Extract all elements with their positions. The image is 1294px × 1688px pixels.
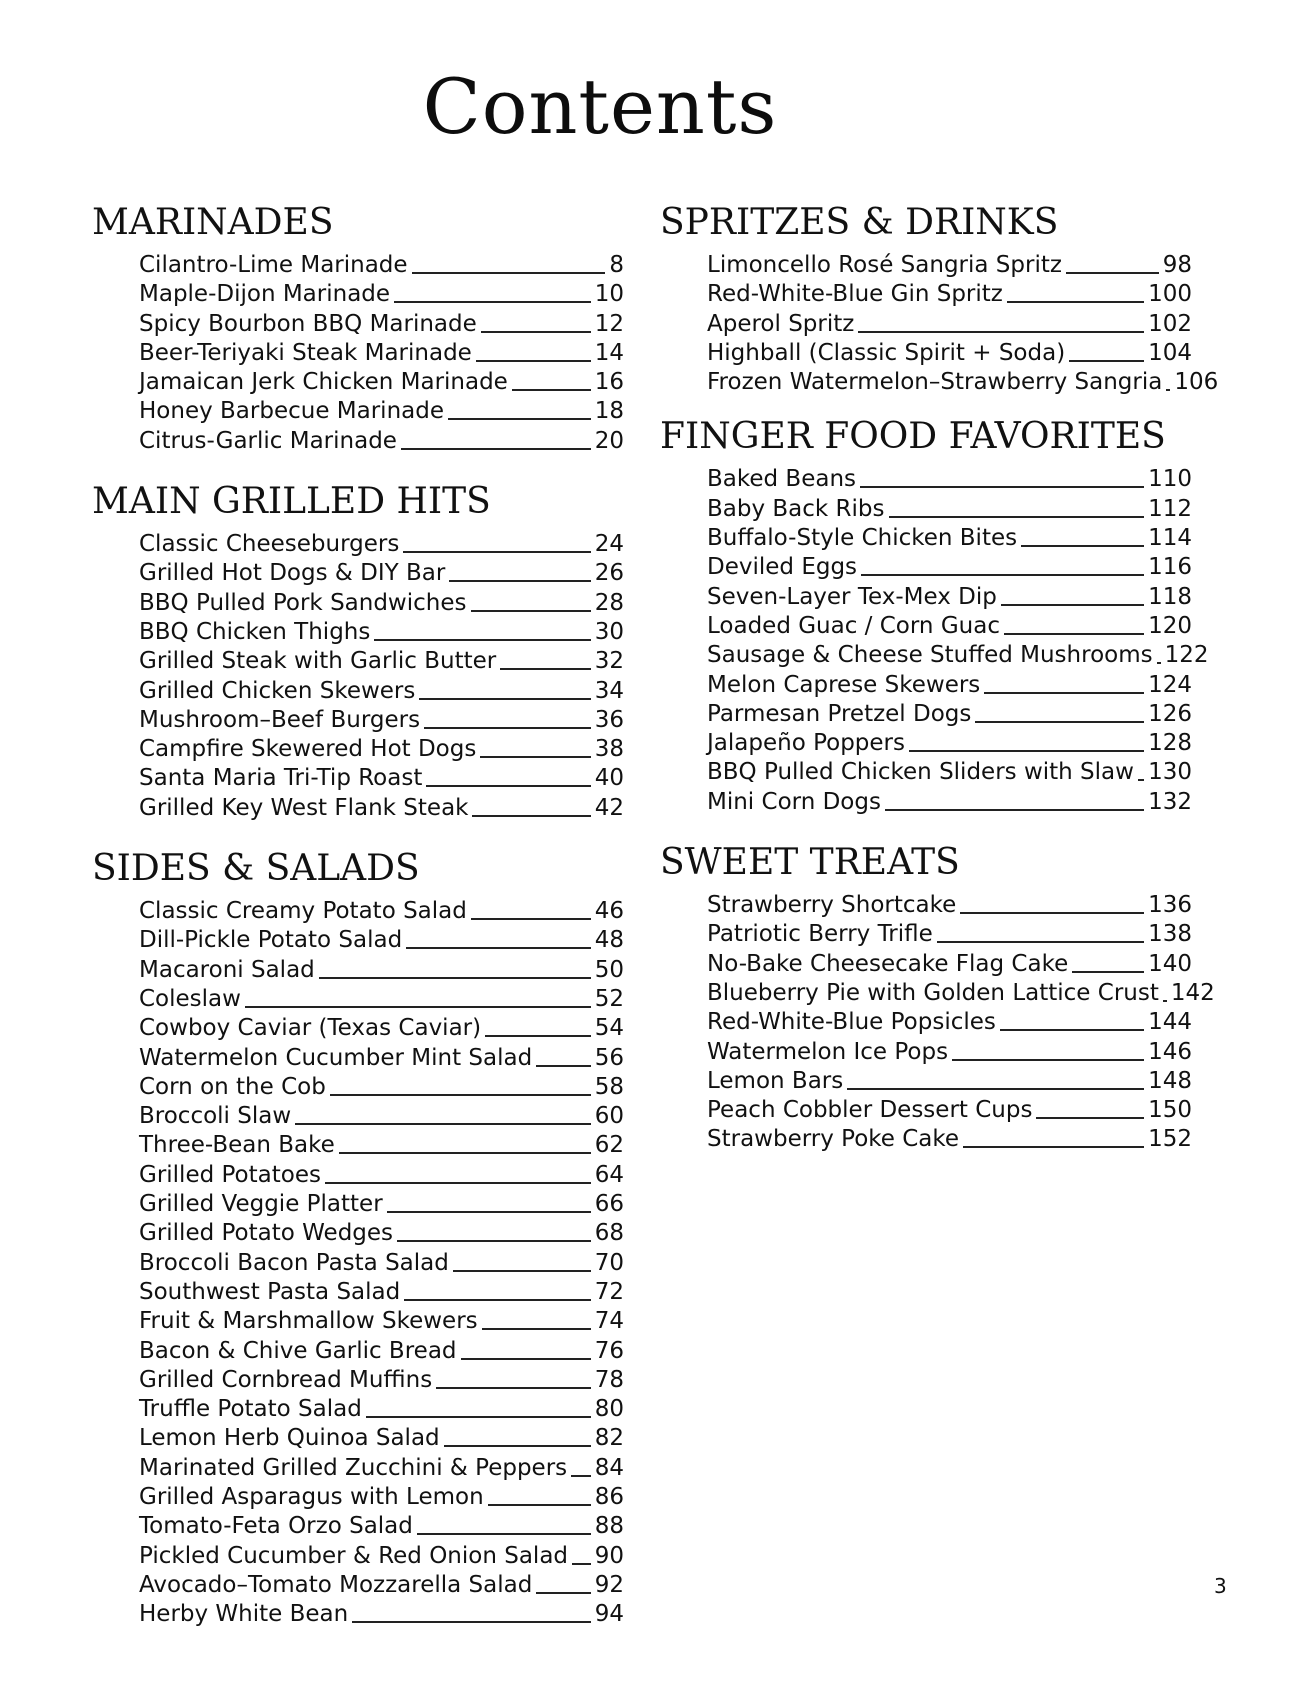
toc-entry[interactable] — [139, 1162, 624, 1191]
dot-leader — [572, 1563, 591, 1565]
toc-entry-title: Classic Cheeseburgers — [139, 531, 400, 558]
dot-leader — [436, 1387, 591, 1389]
dot-leader — [861, 574, 1144, 576]
toc-entry[interactable] — [707, 979, 1215, 1009]
toc-entry[interactable] — [139, 765, 624, 794]
dot-leader — [449, 580, 590, 582]
dot-leader — [937, 941, 1144, 943]
toc-entry[interactable] — [707, 789, 1192, 818]
dot-leader — [482, 1328, 591, 1330]
toc-entry-title: Highball (Classic Spirit + Soda) — [707, 339, 1066, 366]
toc-entry[interactable] — [707, 554, 1192, 583]
toc-entry-page: 24 — [594, 531, 624, 558]
toc-entry-title: Beer-Teriyaki Steak Marinade — [139, 339, 472, 366]
section-heading: SPRITZES & DRINKS — [660, 202, 1059, 243]
toc-entry-title: Honey Barbecue Marinade — [139, 398, 444, 425]
toc-entry[interactable] — [707, 759, 1192, 788]
section-sweet-treats — [660, 840, 1215, 1156]
toc-entry-title: Campfire Skewered Hot Dogs — [139, 736, 477, 763]
dot-leader — [366, 1416, 591, 1418]
toc-entry[interactable] — [707, 730, 1192, 759]
toc-entry-page: 28 — [594, 589, 624, 616]
toc-entry[interactable] — [139, 927, 624, 956]
toc-entry-page: 58 — [594, 1073, 624, 1100]
dot-leader — [975, 721, 1144, 723]
dot-leader — [295, 1123, 591, 1125]
entry-list — [92, 252, 624, 457]
toc-entry-title: No-Bake Cheesecake Flag Cake — [707, 950, 1069, 977]
dot-leader — [1157, 662, 1161, 664]
toc-entry-page: 120 — [1148, 612, 1192, 639]
right-column — [660, 200, 1219, 1178]
dot-leader — [571, 1475, 591, 1477]
toc-entry-title: Pickled Cucumber & Red Onion Salad — [139, 1542, 569, 1569]
toc-entry-title: Peach Cobbler Dessert Cups — [707, 1097, 1033, 1124]
dot-leader — [488, 1504, 591, 1506]
toc-entry[interactable] — [139, 560, 624, 589]
toc-entry[interactable] — [707, 613, 1192, 642]
toc-entry-page: 8 — [609, 252, 624, 278]
dot-leader — [403, 551, 590, 553]
toc-entry-title: BBQ Chicken Thighs — [139, 618, 371, 645]
toc-entry[interactable] — [139, 340, 624, 369]
toc-entry-page: 124 — [1148, 671, 1192, 698]
toc-entry[interactable] — [139, 1396, 624, 1425]
dot-leader — [480, 756, 590, 758]
toc-entry[interactable] — [139, 1338, 624, 1367]
toc-entry[interactable] — [139, 1601, 624, 1630]
toc-entry[interactable] — [707, 311, 1192, 340]
toc-entry-page: 138 — [1148, 921, 1192, 948]
toc-entry-page: 132 — [1148, 788, 1192, 815]
toc-entry[interactable] — [139, 590, 624, 619]
toc-entry[interactable] — [707, 340, 1192, 369]
dot-leader — [963, 1146, 1144, 1148]
toc-entry-page: 80 — [594, 1396, 624, 1423]
toc-entry[interactable] — [139, 795, 624, 824]
toc-entry[interactable] — [707, 951, 1192, 980]
toc-entry[interactable] — [707, 672, 1192, 701]
dot-leader — [1166, 389, 1170, 391]
toc-entry[interactable] — [139, 428, 624, 457]
toc-entry-page: 60 — [594, 1103, 624, 1130]
toc-entry[interactable] — [139, 1543, 624, 1572]
toc-entry-title: Citrus-Garlic Marinade — [139, 427, 397, 454]
toc-entry-page: 144 — [1148, 1009, 1192, 1036]
toc-entry-page: 12 — [594, 310, 624, 337]
toc-entry-page: 98 — [1162, 252, 1192, 278]
dot-leader — [1072, 971, 1144, 973]
toc-entry-title: Loaded Guac / Corn Guac — [707, 612, 1000, 639]
dot-leader — [512, 389, 591, 391]
toc-entry-title: Maple-Dijon Marinade — [139, 281, 391, 308]
dot-leader — [889, 516, 1145, 518]
section-heading: SWEET TREATS — [660, 842, 960, 884]
toc-entry-title: Three-Bean Bake — [139, 1132, 335, 1159]
toc-entry-page: 118 — [1148, 583, 1192, 610]
toc-entry-page: 72 — [594, 1278, 624, 1305]
toc-entry[interactable] — [707, 1126, 1192, 1155]
dot-leader — [1069, 360, 1144, 362]
toc-entry-page: 114 — [1148, 525, 1192, 552]
toc-entry[interactable] — [139, 678, 624, 707]
dot-leader — [1138, 779, 1144, 781]
toc-entry-page: 70 — [594, 1249, 624, 1276]
toc-entry[interactable] — [139, 1455, 624, 1484]
toc-entry-title: Fruit & Marshmallow Skewers — [139, 1308, 478, 1335]
toc-entry-title: Frozen Watermelon–Strawberry Sangria — [707, 369, 1163, 396]
toc-entry[interactable] — [139, 1279, 624, 1308]
dot-leader — [1036, 1117, 1144, 1119]
dot-leader — [472, 815, 590, 817]
toc-entry-title: Corn on the Cob — [139, 1073, 326, 1100]
toc-entry-title: Blueberry Pie with Golden Lattice Crust — [707, 979, 1159, 1006]
dot-leader — [426, 785, 590, 787]
toc-entry-title: Macaroni Salad — [139, 956, 315, 983]
toc-entry-page: 50 — [594, 956, 624, 983]
dot-leader — [1021, 545, 1144, 547]
toc-entry-title: Red-White-Blue Gin Spritz — [707, 281, 1003, 308]
toc-entry[interactable] — [139, 531, 624, 560]
toc-entry-page: 126 — [1148, 700, 1192, 727]
left-column — [92, 200, 624, 1652]
toc-entry[interactable] — [707, 1097, 1192, 1126]
toc-entry-page: 62 — [594, 1132, 624, 1159]
entry-list — [92, 531, 624, 824]
toc-entry-title: Lemon Bars — [707, 1067, 844, 1094]
toc-entry[interactable] — [707, 1068, 1192, 1097]
dot-leader — [860, 486, 1144, 488]
section-heading: MARINADES — [92, 202, 334, 243]
toc-entry[interactable] — [139, 1045, 624, 1074]
toc-entry-title: Melon Caprese Skewers — [707, 671, 981, 698]
dot-leader — [404, 1299, 590, 1301]
toc-entry-page: 56 — [594, 1044, 624, 1071]
entry-list — [660, 252, 1219, 398]
dot-leader — [387, 1211, 591, 1213]
entry-list — [660, 466, 1209, 818]
dot-leader — [858, 331, 1144, 333]
toc-entry-page: 40 — [594, 765, 624, 792]
toc-entry[interactable] — [139, 369, 624, 398]
toc-entry-page: 68 — [594, 1220, 624, 1247]
toc-entry-title: Sausage & Cheese Stuffed Mushrooms — [707, 642, 1153, 669]
toc-entry[interactable] — [707, 369, 1219, 398]
dot-leader — [1163, 1000, 1167, 1002]
toc-entry-page: 18 — [594, 398, 624, 425]
dot-leader — [1007, 301, 1144, 303]
toc-entry[interactable] — [139, 1425, 624, 1454]
toc-entry[interactable] — [707, 252, 1192, 281]
toc-entry-page: 66 — [594, 1191, 624, 1218]
section-heading: SIDES & SALADS — [92, 848, 420, 890]
dot-leader — [330, 1094, 591, 1096]
toc-entry-page: 82 — [594, 1425, 624, 1452]
toc-entry[interactable] — [139, 986, 624, 1015]
toc-entry-title: Grilled Asparagus with Lemon — [139, 1483, 484, 1510]
toc-entry-page: 116 — [1148, 554, 1192, 581]
toc-entry-page: 84 — [594, 1454, 624, 1481]
dot-leader — [1000, 1029, 1144, 1031]
toc-entry-title: BBQ Pulled Pork Sandwiches — [139, 589, 467, 616]
dot-leader — [352, 1621, 591, 1623]
toc-entry[interactable] — [707, 281, 1192, 310]
toc-entry-title: Cowboy Caviar (Texas Caviar) — [139, 1015, 482, 1042]
toc-entry-title: Coleslaw — [139, 985, 241, 1012]
toc-entry-title: Santa Maria Tri-Tip Roast — [139, 765, 423, 792]
toc-entry-title: Grilled Potato Wedges — [139, 1220, 394, 1247]
toc-entry-page: 86 — [594, 1483, 624, 1510]
dot-leader — [461, 1358, 591, 1360]
dot-leader — [374, 639, 590, 641]
toc-entry-title: Strawberry Poke Cake — [707, 1126, 960, 1153]
toc-entry-title: Grilled Potatoes — [139, 1161, 321, 1188]
toc-entry-page: 90 — [594, 1542, 624, 1569]
toc-entry-title: Red-White-Blue Popsicles — [707, 1009, 996, 1036]
toc-entry-title: Baby Back Ribs — [707, 495, 885, 522]
toc-entry-page: 34 — [594, 677, 624, 704]
dot-leader — [406, 947, 591, 949]
dot-leader — [394, 301, 591, 303]
toc-entry[interactable] — [139, 1103, 624, 1132]
section-finger-food-favorites — [660, 414, 1209, 818]
toc-entry-page: 106 — [1174, 369, 1219, 396]
dot-leader — [960, 912, 1144, 914]
toc-entry-title: Strawberry Shortcake — [707, 892, 957, 919]
dot-leader — [1066, 272, 1159, 274]
toc-entry-page: 14 — [594, 339, 624, 366]
toc-entry-page: 64 — [594, 1161, 624, 1188]
dot-leader — [476, 360, 591, 362]
toc-entry-page: 76 — [594, 1337, 624, 1364]
toc-entry-page: 150 — [1148, 1097, 1192, 1124]
toc-entry-page: 128 — [1148, 730, 1192, 757]
dot-leader — [471, 918, 591, 920]
toc-entry[interactable] — [707, 466, 1192, 495]
toc-entry[interactable] — [707, 921, 1192, 950]
dot-leader — [1004, 633, 1144, 635]
section-heading: FINGER FOOD FAVORITES — [660, 416, 1166, 458]
toc-entry[interactable] — [139, 398, 624, 427]
toc-entry[interactable] — [139, 1191, 624, 1220]
dot-leader — [412, 272, 606, 274]
toc-entry[interactable] — [707, 1039, 1192, 1068]
toc-entry-title: Southwest Pasta Salad — [139, 1278, 401, 1305]
toc-entry-title: Watermelon Ice Pops — [707, 1038, 949, 1065]
toc-entry-title: Marinated Grilled Zucchini & Peppers — [139, 1454, 568, 1481]
dot-leader — [909, 750, 1144, 752]
dot-leader — [424, 727, 591, 729]
toc-entry-title: Dill-Pickle Potato Salad — [139, 927, 403, 954]
toc-entry[interactable] — [707, 525, 1192, 554]
toc-entry-page: 92 — [594, 1571, 624, 1598]
toc-entry-title: Lemon Herb Quinoa Salad — [139, 1425, 440, 1452]
toc-entry-title: Spicy Bourbon BBQ Marinade — [139, 310, 477, 337]
toc-entry-page: 142 — [1170, 979, 1215, 1006]
toc-entry-page: 112 — [1148, 495, 1192, 522]
toc-entry[interactable] — [139, 1513, 624, 1542]
toc-entry-page: 104 — [1148, 339, 1192, 366]
toc-entry-page: 110 — [1148, 466, 1192, 493]
toc-entry-page: 88 — [594, 1513, 624, 1540]
toc-entry-title: Mushroom–Beef Burgers — [139, 706, 421, 733]
section-main-grilled-hits — [92, 479, 624, 824]
toc-entry-title: Herby White Bean — [139, 1601, 349, 1628]
toc-entry[interactable] — [707, 1009, 1192, 1038]
toc-entry-page: 102 — [1148, 310, 1192, 337]
dot-leader — [339, 1152, 591, 1154]
toc-entry-page: 52 — [594, 985, 624, 1012]
toc-entry-title: Grilled Key West Flank Steak — [139, 794, 469, 821]
toc-entry-page: 10 — [594, 281, 624, 308]
dot-leader — [471, 610, 591, 612]
toc-entry-title: Classic Creamy Potato Salad — [139, 898, 467, 925]
toc-entry[interactable] — [139, 957, 624, 986]
toc-entry-title: Truffle Potato Salad — [139, 1396, 362, 1423]
toc-entry[interactable] — [139, 1250, 624, 1279]
toc-entry[interactable] — [139, 1484, 624, 1513]
toc-entry-page: 148 — [1148, 1067, 1192, 1094]
section-heading: MAIN GRILLED HITS — [92, 481, 491, 523]
toc-entry[interactable] — [139, 311, 624, 340]
toc-entry-title: Avocado–Tomato Mozzarella Salad — [139, 1571, 533, 1598]
toc-entry-page: 140 — [1148, 950, 1192, 977]
dot-leader — [952, 1059, 1144, 1061]
toc-entry-page: 94 — [594, 1601, 624, 1628]
toc-entry-title: Mini Corn Dogs — [707, 788, 881, 815]
toc-entry-title: Tomato-Feta Orzo Salad — [139, 1513, 413, 1540]
toc-entry-page: 20 — [594, 427, 624, 454]
toc-entry[interactable] — [707, 496, 1192, 525]
entry-list — [660, 892, 1215, 1156]
dot-leader — [481, 331, 591, 333]
dot-leader — [444, 1445, 591, 1447]
toc-entry-page: 32 — [594, 648, 624, 675]
toc-entry[interactable] — [139, 898, 624, 927]
dot-leader — [1001, 604, 1144, 606]
toc-entry-title: Broccoli Slaw — [139, 1103, 292, 1130]
dot-leader — [397, 1240, 591, 1242]
toc-entry-title: Aperol Spritz — [707, 310, 855, 337]
toc-entry-title: Buffalo-Style Chicken Bites — [707, 525, 1018, 552]
toc-entry[interactable] — [139, 736, 624, 765]
dot-leader — [984, 692, 1144, 694]
dot-leader — [319, 977, 591, 979]
toc-entry-title: Grilled Chicken Skewers — [139, 677, 416, 704]
section-sides-salads — [92, 846, 624, 1630]
dot-leader — [536, 1065, 591, 1067]
toc-entry[interactable] — [707, 642, 1209, 671]
toc-entry-title: Parmesan Pretzel Dogs — [707, 700, 972, 727]
dot-leader — [448, 418, 591, 420]
toc-entry-title: Grilled Cornbread Muffins — [139, 1366, 433, 1393]
toc-entry[interactable] — [139, 707, 624, 736]
dot-leader — [885, 809, 1144, 811]
toc-entry-title: Watermelon Cucumber Mint Salad — [139, 1044, 533, 1071]
toc-entry-page: 38 — [594, 736, 624, 763]
dot-leader — [536, 1592, 590, 1594]
toc-entry-title: Jalapeño Poppers — [707, 730, 905, 757]
dot-leader — [245, 1006, 591, 1008]
toc-entry[interactable] — [139, 252, 624, 281]
toc-entry-page: 152 — [1148, 1126, 1192, 1153]
toc-entry-title: Deviled Eggs — [707, 554, 858, 581]
toc-entry-page: 74 — [594, 1308, 624, 1335]
toc-entry-title: Seven-Layer Tex-Mex Dip — [707, 583, 997, 610]
toc-entry-title: Baked Beans — [707, 466, 857, 493]
toc-entry-title: Patriotic Berry Trifle — [707, 921, 933, 948]
toc-entry-page: 122 — [1164, 642, 1209, 669]
toc-entry[interactable] — [139, 648, 624, 677]
toc-entry-title: BBQ Pulled Chicken Sliders with Slaw — [707, 759, 1134, 786]
toc-entry-title: Broccoli Bacon Pasta Salad — [139, 1249, 449, 1276]
dot-leader — [325, 1182, 591, 1184]
dot-leader — [453, 1270, 591, 1272]
toc-entry-page: 42 — [594, 794, 624, 821]
section-spritzes-drinks — [660, 200, 1219, 398]
dot-leader — [500, 668, 591, 670]
toc-entry[interactable] — [707, 584, 1192, 613]
toc-entry-title: Grilled Veggie Platter — [139, 1191, 383, 1218]
toc-entry[interactable] — [139, 1572, 624, 1601]
toc-entry[interactable] — [139, 1308, 624, 1337]
toc-entry-page: 130 — [1148, 759, 1192, 786]
toc-entry-title: Limoncello Rosé Sangria Spritz — [707, 252, 1062, 278]
toc-entry-title: Grilled Steak with Garlic Butter — [139, 648, 497, 675]
toc-entry-page: 16 — [594, 369, 624, 396]
toc-entry[interactable] — [139, 1074, 624, 1103]
toc-entry-title: Jamaican Jerk Chicken Marinade — [139, 369, 508, 396]
dot-leader — [847, 1088, 1144, 1090]
toc-entry[interactable] — [139, 281, 624, 310]
toc-entry-page: 78 — [594, 1366, 624, 1393]
toc-entry[interactable] — [139, 619, 624, 648]
toc-entry-title: Cilantro-Lime Marinade — [139, 252, 408, 278]
toc-entry-page: 26 — [594, 560, 624, 587]
toc-entry[interactable] — [139, 1015, 624, 1044]
dot-leader — [419, 698, 590, 700]
toc-entry-page: 30 — [594, 618, 624, 645]
toc-entry[interactable] — [139, 1132, 624, 1161]
toc-entry-page: 136 — [1148, 892, 1192, 919]
toc-entry-page: 48 — [594, 927, 624, 954]
dot-leader — [485, 1035, 591, 1037]
toc-entry-title: Bacon & Chive Garlic Bread — [139, 1337, 457, 1364]
toc-entry[interactable] — [707, 892, 1192, 921]
entry-list — [92, 898, 624, 1630]
toc-entry[interactable] — [707, 701, 1192, 730]
dot-leader — [401, 448, 591, 450]
toc-entry-page: 146 — [1148, 1038, 1192, 1065]
toc-entry-page: 36 — [594, 706, 624, 733]
toc-entry[interactable] — [139, 1220, 624, 1249]
page-number: 3 — [1214, 1574, 1227, 1598]
toc-entry-title: Grilled Hot Dogs & DIY Bar — [139, 560, 446, 587]
toc-entry-page: 100 — [1148, 281, 1192, 308]
dot-leader — [417, 1533, 591, 1535]
toc-entry[interactable] — [139, 1367, 624, 1396]
page-title: Contents — [422, 62, 778, 151]
toc-entry-page: 54 — [594, 1015, 624, 1042]
section-marinades — [92, 200, 624, 457]
toc-entry-page: 46 — [594, 898, 624, 925]
